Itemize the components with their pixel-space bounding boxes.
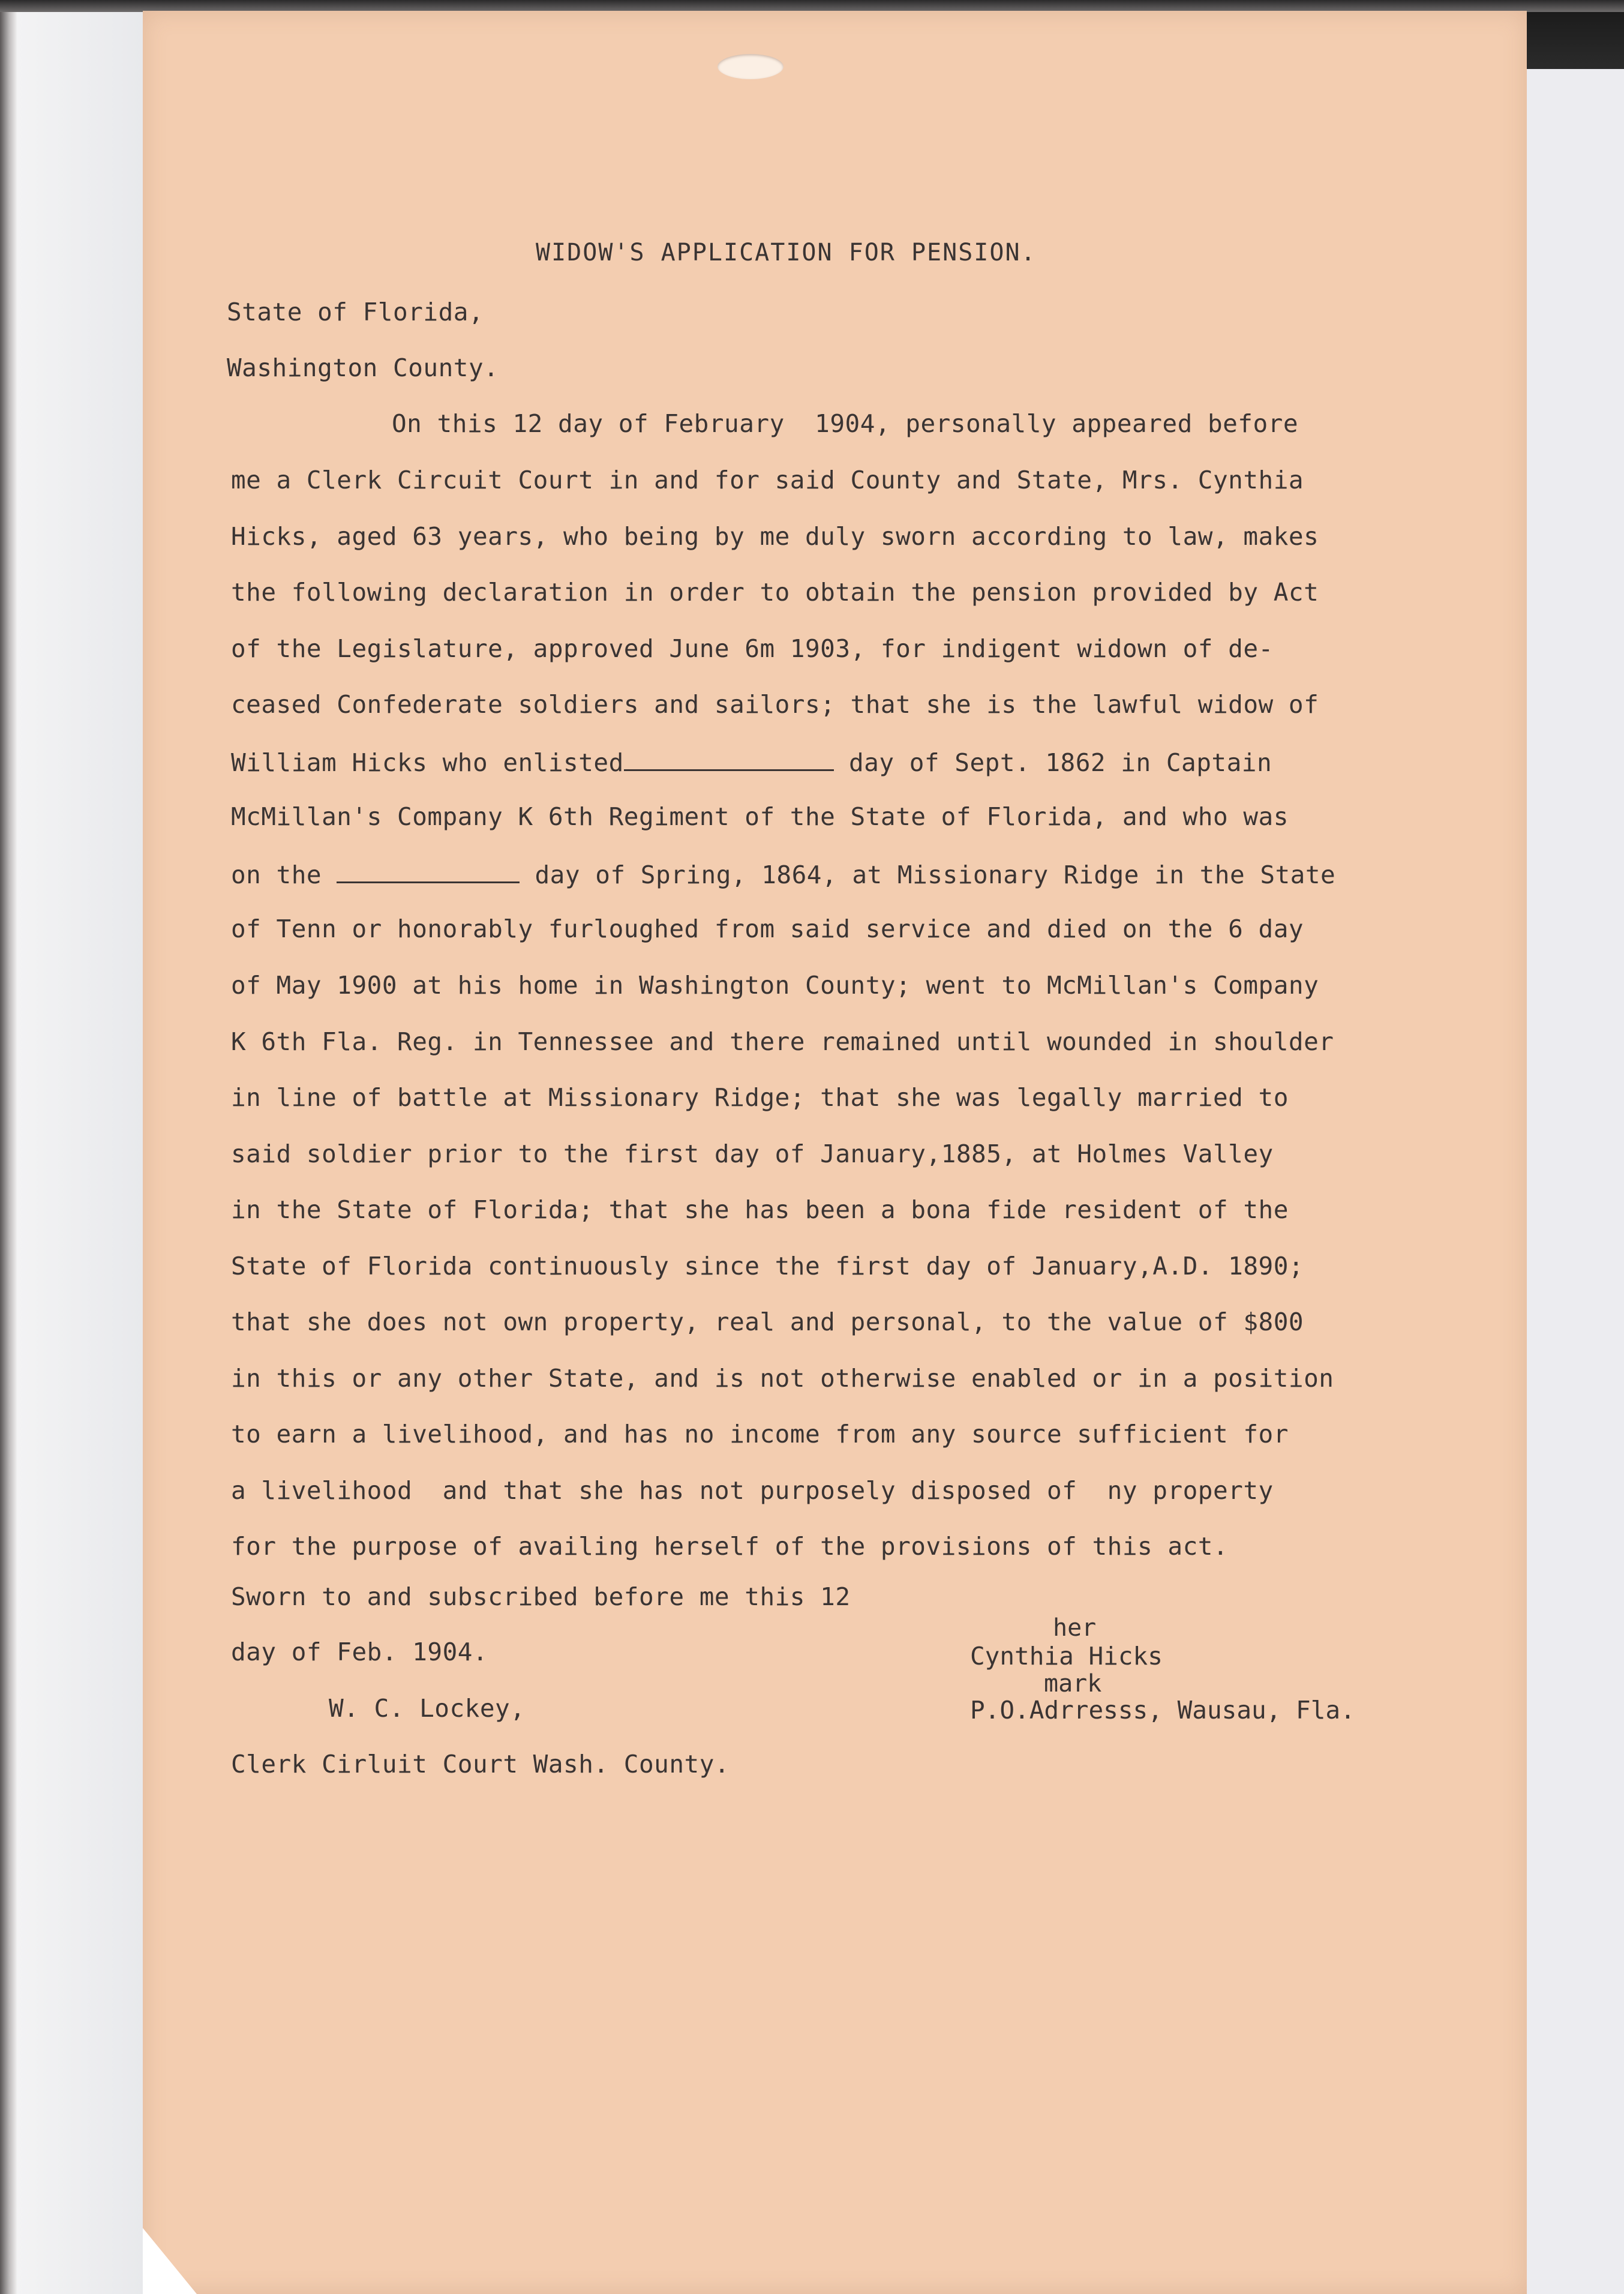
scanner-corner bbox=[1527, 12, 1624, 69]
body-line-16: State of Florida continuously since the first day of January,A.D. 1890; bbox=[231, 1252, 1304, 1281]
clerk-name: W. C. Lockey, bbox=[329, 1694, 526, 1723]
enlistment-day-blank bbox=[624, 749, 834, 771]
body-line-5: of the Legislature, approved June 6m 1903, for indigent widown of de- bbox=[231, 634, 1274, 663]
body-line-1: On this 12 day of February 1904, personally appeared before bbox=[392, 409, 1299, 438]
body-line-4: the following declaration in order to obtain the pension provided by Act bbox=[231, 578, 1319, 607]
body-line-14: said soldier prior to the first day of January,1885, at Holmes Valley bbox=[231, 1139, 1274, 1168]
body-line-11: of May 1900 at his home in Washington County; went to McMillan's Company bbox=[231, 971, 1319, 1000]
scanner-top-edge bbox=[0, 0, 1624, 12]
body-line-21: for the purpose of availing herself of the provisions of this act. bbox=[231, 1532, 1229, 1561]
clerk-title: Clerk Cirluit Court Wash. County. bbox=[231, 1750, 730, 1779]
punch-hole bbox=[718, 54, 784, 79]
body-line-17: that she does not own property, real and personal, to the value of $800 bbox=[231, 1308, 1304, 1336]
body-line-7-end: day of Sept. 1862 in Captain bbox=[833, 748, 1272, 777]
sworn-line: Sworn to and subscribed before me this 12 bbox=[231, 1582, 851, 1611]
body-line-20: a livelihood and that she has not purposely disposed of ny property bbox=[231, 1476, 1274, 1505]
body-line-7-start: William Hicks who enlisted bbox=[231, 748, 624, 777]
body-line-9-end: day of Spring, 1864, at Missionary Ridge in the State bbox=[520, 860, 1336, 889]
body-line-3: Hicks, aged 63 years, who being by me duly sworn according to law, makes bbox=[231, 522, 1319, 551]
service-day-blank bbox=[337, 861, 520, 883]
body-line-9-start: on the bbox=[231, 860, 337, 889]
signature-name: Cynthia Hicks bbox=[970, 1642, 1163, 1671]
body-line-12: K 6th Fla. Reg. in Tennessee and there remained until wounded in shoulder bbox=[231, 1027, 1334, 1056]
scanner-background-left bbox=[17, 0, 143, 2294]
body-line-10: of Tenn or honorably furloughed from said service and died on the 6 day bbox=[231, 914, 1304, 943]
body-line-15: in the State of Florida; that she has been a bona fide resident of the bbox=[231, 1195, 1289, 1224]
date-line: day of Feb. 1904. bbox=[231, 1638, 488, 1666]
scanner-edge bbox=[0, 0, 17, 2294]
signature-address: P.O.Adrresss, Wausau, Fla. bbox=[970, 1696, 1355, 1725]
county-line: Washington County. bbox=[227, 353, 499, 382]
signature-her: her bbox=[1053, 1614, 1097, 1642]
body-line-7 bbox=[231, 749, 1272, 775]
body-line-8: McMillan's Company K 6th Regiment of the State of Florida, and who was bbox=[231, 802, 1289, 831]
body-line-19: to earn a livelihood, and has no income from any source sufficient for bbox=[231, 1420, 1289, 1449]
document-title: WIDOW'S APPLICATION FOR PENSION. bbox=[536, 239, 1037, 266]
body-line-18: in this or any other State, and is not otherwise enabled or in a position bbox=[231, 1364, 1334, 1393]
body-line-6: ceased Confederate soldiers and sailors; that she is the lawful widow of bbox=[231, 690, 1319, 719]
state-line: State of Florida, bbox=[227, 298, 484, 326]
scanner-background-right bbox=[1527, 0, 1624, 2294]
signature-mark: mark bbox=[1044, 1670, 1102, 1698]
body-line-2: me a Clerk Circuit Court in and for said County and State, Mrs. Cynthia bbox=[231, 466, 1304, 494]
body-line-9 bbox=[231, 861, 1335, 887]
body-line-13: in line of battle at Missionary Ridge; that she was legally married to bbox=[231, 1083, 1289, 1112]
